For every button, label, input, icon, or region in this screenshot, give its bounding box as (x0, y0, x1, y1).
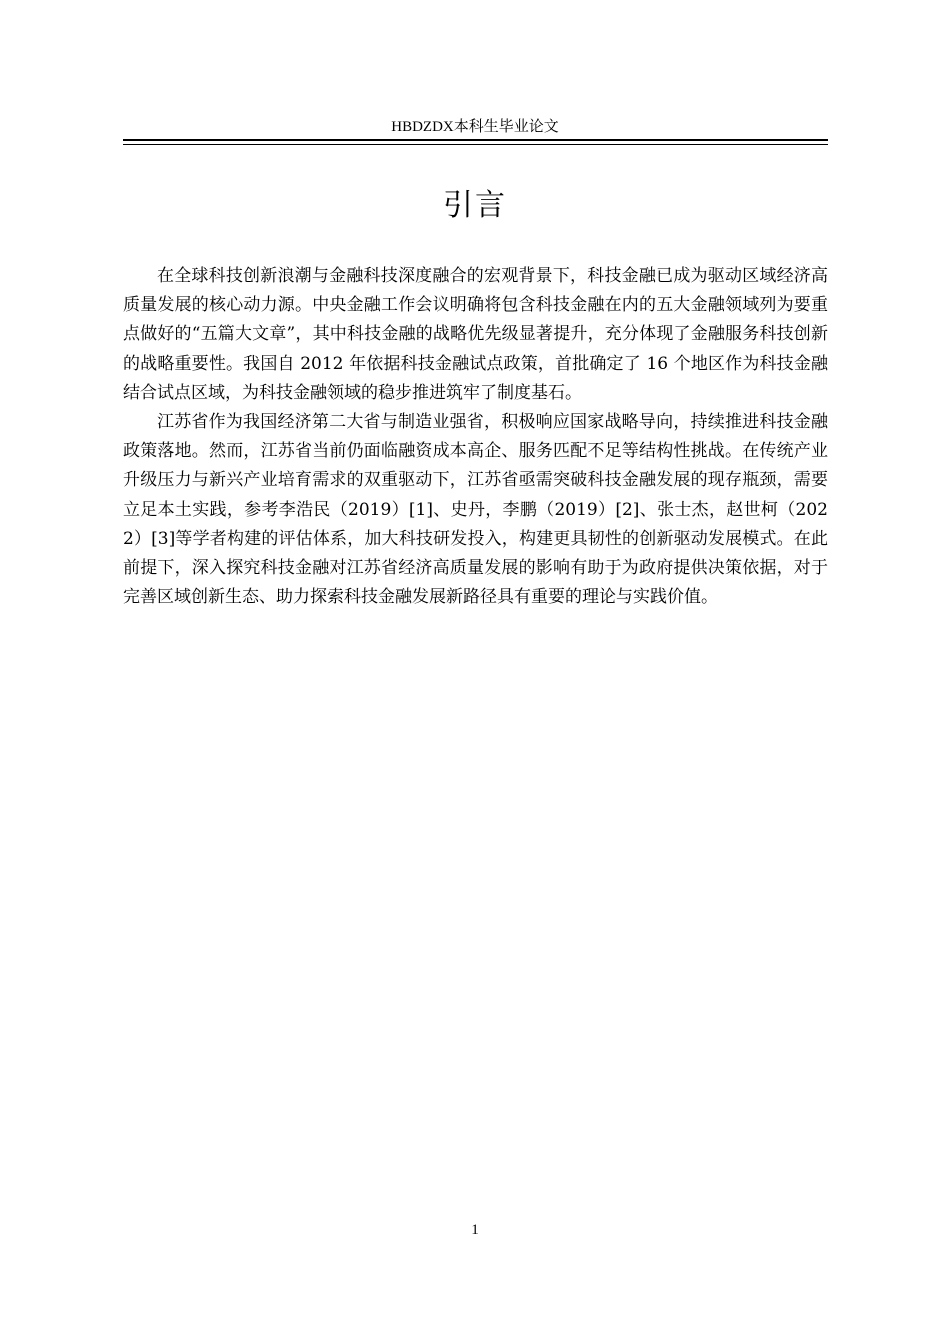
running-header: HBDZDX本科生毕业论文 (391, 119, 559, 135)
page-number: 1 (471, 1222, 479, 1238)
section-title: 引言 (443, 188, 507, 223)
paragraph-2: 江苏省作为我国经济第二大省与制造业强省，积极响应国家战略导向，持续推进科技金融政策落地。然而，江苏省当前仍面临融资成本高企、服务匹配不足等结构性挑战。在传统产业升级压力与新兴产业培育需求的双重驱动下，江苏省亟需突破科技金融发展的现存瓶颈，需要立足本土实践，参考李浩民（2019）[1]、史丹，李鹏（2019）[2]、张士杰，赵世柯（2022）[3]等学者构建的评估体系，加大科技研发投入，构建更具韧性的创新驱动发展模式。在此前提下，深入探究科技金融对江苏省经济高质量发展的影响有助于为政府提供决策依据，对于完善区域创新生态、助力探索科技金融发展新路径具有重要的理论与实践价值。 (123, 412, 828, 608)
header-rule-thick (123, 139, 828, 141)
body-text (123, 262, 828, 612)
header-rule-thin (123, 144, 828, 145)
paragraph-1: 在全球科技创新浪潮与金融科技深度融合的宏观背景下，科技金融已成为驱动区域经济高质量发展的核心动力源。中央金融工作会议明确将包含科技金融在内的五大金融领域列为要重点做好的“五篇大文章”，其中科技金融的战略优先级显著提升，充分体现了金融服务科技创新的战略重要性。我国自 2012 年依据科技金融试点政策，首批确定了 16 个地区作为科技金融结合试点区域，为科技金融领域的稳步推进筑牢了制度基石。 (123, 266, 828, 403)
